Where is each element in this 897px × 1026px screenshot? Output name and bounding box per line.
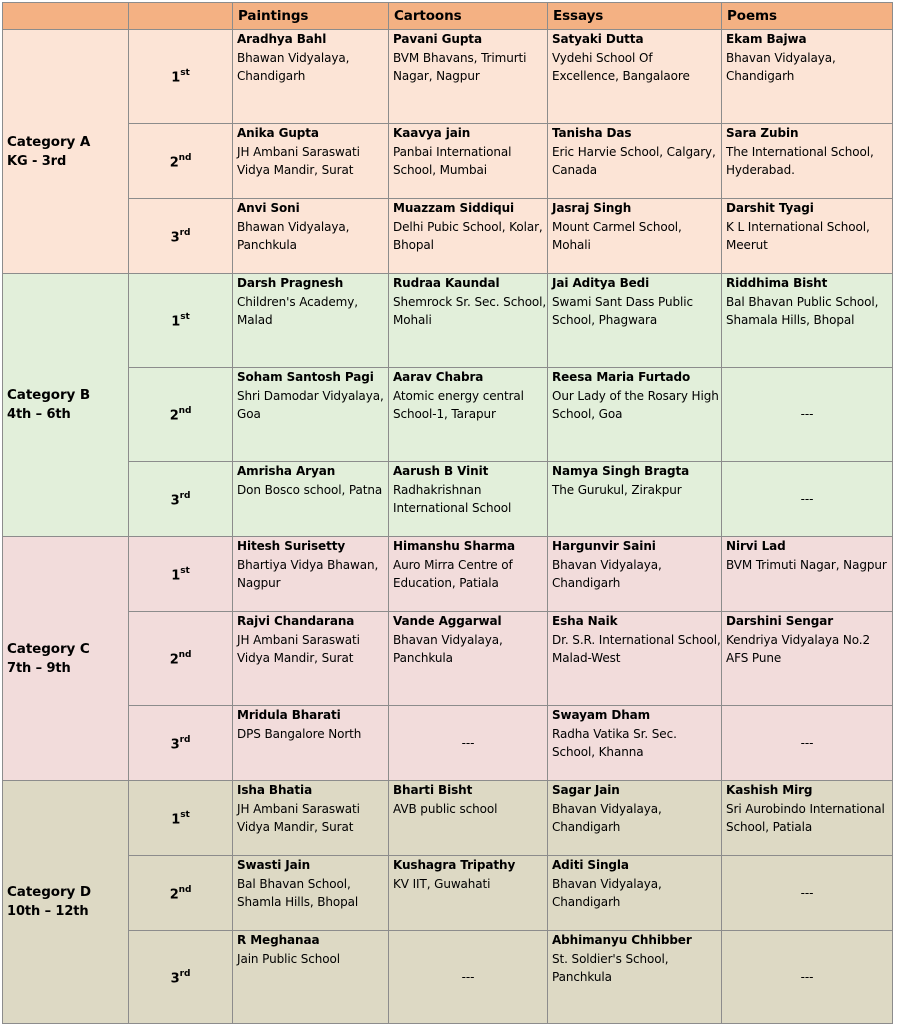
essays-entry: [548, 368, 722, 462]
winner-name: Swasti Jain: [237, 858, 311, 872]
winner-school: Atomic energy central School-1, Tarapur: [393, 388, 524, 421]
paintings-entry: [233, 931, 389, 1024]
paintings-entry: [233, 274, 389, 368]
empty-entry: ---: [722, 856, 893, 931]
table-row: [3, 124, 893, 199]
table-row: [3, 612, 893, 706]
rank-suffix: rd: [179, 227, 191, 238]
winner-name: Jai Aditya Bedi: [552, 276, 650, 290]
cartoons-entry: [389, 199, 548, 274]
winner-school: Vydehi School Of Excellence, Bangalaore: [552, 50, 690, 83]
category-name: Category D: [7, 884, 91, 900]
winner-school: Children's Academy, Malad: [237, 294, 358, 327]
empty-entry: ---: [389, 931, 548, 1024]
essays-entry: [548, 931, 722, 1024]
winner-name: Soham Santosh Pagi: [237, 370, 374, 384]
winner-school: Delhi Pubic School, Kolar, Bhopal: [393, 219, 543, 252]
winner-name: Hitesh Surisetty: [237, 539, 346, 553]
rank-number: 1: [171, 567, 181, 583]
winner-school: Auro Mirra Centre of Education, Patiala: [393, 557, 513, 590]
rank-cell: [129, 368, 233, 462]
essays-entry: [548, 199, 722, 274]
category-grades: 4th – 6th: [7, 407, 71, 422]
table-row: [3, 368, 893, 462]
category-cell: [3, 274, 129, 537]
rank-number: 1: [171, 811, 181, 827]
winner-name: Esha Naik: [552, 614, 618, 628]
winner-name: Riddhima Bisht: [726, 276, 828, 290]
table-row: [3, 199, 893, 274]
winner-school: Bhavan Vidyalaya, Chandigarh: [552, 557, 662, 590]
rank-suffix: nd: [178, 650, 192, 661]
poems-entry: [722, 537, 893, 612]
category-grades: 7th – 9th: [7, 660, 71, 676]
category-cell: [3, 537, 129, 781]
rank-suffix: nd: [178, 152, 192, 163]
winner-school: JH Ambani Saraswati Vidya Mandir, Surat: [237, 801, 360, 834]
poems-entry: [722, 124, 893, 199]
category-grades: 10th – 12th: [7, 904, 89, 919]
paintings-entry: [233, 612, 389, 706]
rank-suffix: st: [180, 809, 190, 820]
rank-number: 3: [170, 970, 180, 986]
rank-cell: [129, 931, 233, 1024]
winner-name: Aradhya Bahl: [237, 32, 327, 46]
winner-name: Isha Bhatia: [237, 783, 313, 797]
winner-name: Anika Gupta: [237, 126, 319, 140]
winner-school: Bhartiya Vidya Bhawan, Nagpur: [237, 557, 379, 590]
winner-name: Darshit Tyagi: [726, 201, 814, 215]
winner-school: Bhavan Vidyalaya, Chandigarh: [552, 801, 662, 834]
rank-cell: [129, 124, 233, 199]
winner-name: Abhimanyu Chhibber: [552, 933, 692, 947]
winner-name: Namya Singh Bragta: [552, 464, 690, 478]
cartoons-entry: [389, 462, 548, 537]
rank-cell: [129, 856, 233, 931]
winner-name: Ekam Bajwa: [726, 32, 807, 46]
empty-entry: ---: [722, 462, 893, 537]
empty-entry: ---: [722, 931, 893, 1024]
table-row: [3, 781, 893, 856]
winner-name: Pavani Gupta: [393, 32, 482, 46]
rank-suffix: rd: [179, 734, 191, 745]
paintings-entry: [233, 537, 389, 612]
rank-cell: [129, 199, 233, 274]
paintings-entry: [233, 462, 389, 537]
essays-entry: [548, 462, 722, 537]
poems-entry: [722, 612, 893, 706]
winner-school: Eric Harvie School, Calgary, Canada: [552, 144, 716, 177]
winner-name: Nirvi Lad: [726, 539, 786, 553]
winner-school: Bal Bhavan School, Shamla Hills, Bhopal: [237, 876, 359, 909]
winners-table: [2, 2, 893, 1024]
category-name: Category A: [7, 133, 91, 150]
winner-name: Jasraj Singh: [552, 201, 632, 215]
winner-school: JH Ambani Saraswati Vidya Mandir, Surat: [237, 144, 360, 177]
header-poems: Poems: [722, 3, 893, 30]
rank-number: 3: [170, 736, 180, 752]
essays-entry: [548, 856, 722, 931]
header-blank-rank: [129, 3, 233, 30]
header-cartoons: Cartoons: [389, 3, 548, 30]
winner-name: Aarush B Vinit: [393, 464, 489, 478]
essays-entry: [548, 706, 722, 781]
essays-entry: [548, 781, 722, 856]
winner-name: Rajvi Chandarana: [237, 614, 355, 628]
category-name: Category C: [7, 640, 90, 657]
cartoons-entry: [389, 30, 548, 124]
winner-school: Jain Public School: [237, 951, 341, 966]
cartoons-entry: [389, 537, 548, 612]
winner-school: Radha Vatika Sr. Sec. School, Khanna: [552, 726, 677, 759]
rank-suffix: st: [180, 68, 190, 79]
winner-name: Darshini Sengar: [726, 614, 834, 628]
table-row: [3, 30, 893, 124]
rank-suffix: rd: [179, 490, 191, 501]
cartoons-entry: [389, 274, 548, 368]
header-essays: Essays: [548, 3, 722, 30]
rank-cell: [129, 706, 233, 781]
winner-name: Kashish Mirg: [726, 783, 813, 797]
cartoons-entry: [389, 368, 548, 462]
rank-number: 2: [169, 154, 179, 170]
cartoons-entry: [389, 781, 548, 856]
rank-suffix: st: [180, 565, 190, 576]
rank-number: 2: [169, 652, 179, 668]
empty-entry: ---: [389, 706, 548, 781]
winner-name: Darsh Pragnesh: [237, 276, 344, 290]
winner-school: The Gurukul, Zirakpur: [552, 482, 682, 497]
winner-school: AVB public school: [393, 801, 498, 816]
winner-school: KV IIT, Guwahati: [393, 876, 491, 891]
winner-name: R Meghanaa: [237, 933, 320, 947]
winner-name: Himanshu Sharma: [393, 539, 516, 553]
table-row: [3, 537, 893, 612]
winner-school: Bhavan Vidyalaya, Chandigarh: [726, 50, 836, 83]
paintings-entry: [233, 199, 389, 274]
rank-cell: [129, 30, 233, 124]
essays-entry: [548, 274, 722, 368]
cartoons-entry: [389, 612, 548, 706]
rank-suffix: nd: [178, 406, 192, 417]
winner-name: Bharti Bisht: [393, 783, 473, 797]
winner-school: Swami Sant Dass Public School, Phagwara: [552, 294, 693, 327]
rank-number: 2: [169, 408, 179, 424]
winner-school: DPS Bangalore North: [237, 726, 362, 741]
winner-school: Shri Damodar Vidyalaya, Goa: [237, 388, 384, 421]
winner-school: Mount Carmel School, Mohali: [552, 219, 682, 252]
winner-name: Tanisha Das: [552, 126, 632, 140]
poems-entry: [722, 199, 893, 274]
winner-name: Vande Aggarwal: [393, 614, 502, 628]
winner-name: Rudraa Kaundal: [393, 276, 500, 290]
paintings-entry: [233, 706, 389, 781]
category-name: Category B: [7, 387, 91, 403]
category-cell: [3, 781, 129, 1024]
winner-name: Swayam Dham: [552, 708, 651, 722]
paintings-entry: [233, 781, 389, 856]
winner-name: Hargunvir Saini: [552, 539, 656, 553]
table-row: [3, 274, 893, 368]
essays-entry: [548, 124, 722, 199]
winner-school: Dr. S.R. International School, Malad-West: [552, 632, 721, 665]
table-row: [3, 462, 893, 537]
winner-school: Kendriya Vidyalaya No.2 AFS Pune: [726, 632, 870, 665]
winner-school: BVM Trimuti Nagar, Nagpur: [726, 557, 887, 572]
poems-entry: [722, 274, 893, 368]
rank-cell: [129, 537, 233, 612]
winner-name: Kushagra Tripathy: [393, 858, 516, 872]
poems-entry: [722, 30, 893, 124]
winner-school: K L International School, Meerut: [726, 219, 870, 252]
paintings-entry: [233, 30, 389, 124]
winner-school: Radhakrishnan International School: [393, 482, 512, 515]
winner-name: Aarav Chabra: [393, 370, 484, 384]
table-row: [3, 931, 893, 1024]
table-row: [3, 856, 893, 931]
paintings-entry: [233, 856, 389, 931]
poems-entry: [722, 781, 893, 856]
essays-entry: [548, 612, 722, 706]
winner-school: Shemrock Sr. Sec. School, Mohali: [393, 294, 547, 327]
rank-suffix: nd: [178, 884, 192, 895]
winner-school: BVM Bhavans, Trimurti Nagar, Nagpur: [393, 50, 527, 83]
rank-cell: [129, 612, 233, 706]
winner-school: St. Soldier's School, Panchkula: [552, 951, 669, 984]
winner-name: Amrisha Aryan: [237, 464, 336, 478]
rank-cell: [129, 781, 233, 856]
winner-name: Sara Zubin: [726, 126, 799, 140]
empty-entry: ---: [722, 368, 893, 462]
rank-number: 1: [171, 314, 181, 330]
rank-number: 3: [170, 229, 180, 245]
header-row: [3, 3, 893, 30]
rank-cell: [129, 274, 233, 368]
essays-entry: [548, 30, 722, 124]
winner-name: Satyaki Dutta: [552, 32, 644, 46]
winner-name: Kaavya jain: [393, 126, 471, 140]
winner-name: Mridula Bharati: [237, 708, 341, 722]
winner-school: Sri Aurobindo International School, Patiala: [726, 801, 885, 834]
winner-name: Aditi Singla: [552, 858, 629, 872]
winner-school: Our Lady of the Rosary High School, Goa: [552, 388, 719, 421]
winner-name: Sagar Jain: [552, 783, 620, 797]
cartoons-entry: [389, 856, 548, 931]
winner-school: The International School, Hyderabad.: [726, 144, 874, 177]
category-cell: [3, 30, 129, 274]
rank-suffix: st: [180, 312, 190, 323]
winner-school: Panbai International School, Mumbai: [393, 144, 512, 177]
rank-number: 1: [171, 70, 181, 86]
header-paintings: Paintings: [233, 3, 389, 30]
empty-entry: ---: [722, 706, 893, 781]
essays-entry: [548, 537, 722, 612]
winner-school: Bhavan Vidyalaya, Chandigarh: [552, 876, 662, 909]
winner-school: Bal Bhavan Public School, Shamala Hills, Bhopal: [726, 294, 879, 327]
winner-school: Bhawan Vidyalaya, Panchkula: [237, 219, 350, 252]
winner-name: Muazzam Siddiqui: [393, 201, 515, 215]
rank-suffix: rd: [179, 968, 191, 979]
category-grades: KG - 3rd: [7, 153, 67, 169]
winner-school: Don Bosco school, Patna: [237, 482, 383, 497]
table-row: [3, 706, 893, 781]
header-blank-category: [3, 3, 129, 30]
rank-number: 3: [170, 492, 180, 508]
rank-number: 2: [169, 886, 179, 902]
paintings-entry: [233, 124, 389, 199]
winner-school: Bhawan Vidyalaya, Chandigarh: [237, 50, 350, 83]
cartoons-entry: [389, 124, 548, 199]
paintings-entry: [233, 368, 389, 462]
winner-school: Bhavan Vidyalaya, Panchkula: [393, 632, 503, 665]
winner-name: Reesa Maria Furtado: [552, 370, 691, 384]
winner-name: Anvi Soni: [237, 201, 300, 215]
winner-school: JH Ambani Saraswati Vidya Mandir, Surat: [237, 632, 360, 665]
rank-cell: [129, 462, 233, 537]
